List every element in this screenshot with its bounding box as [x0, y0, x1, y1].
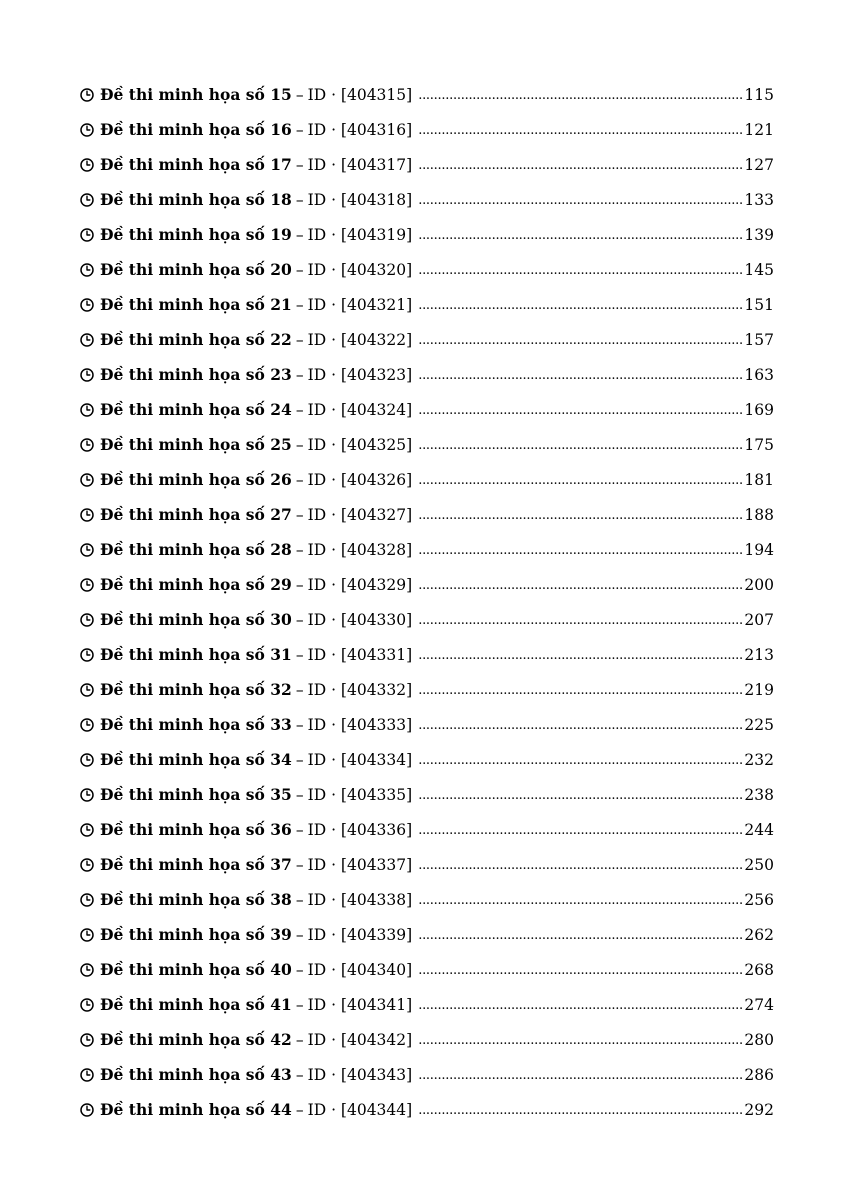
clock-icon: [80, 228, 94, 242]
entry-separator: –: [295, 576, 304, 594]
clock-icon: [80, 718, 94, 732]
entry-title: [100, 994, 292, 1016]
dot-leader: [418, 1028, 742, 1052]
entry-title: [100, 329, 292, 351]
entry-title-text: Đề thi minh họa số: [100, 715, 265, 734]
entry-title: [100, 1064, 292, 1086]
clock-icon: [80, 333, 94, 347]
entry-title: [100, 889, 292, 911]
clock-icon: [80, 298, 94, 312]
entry-page-number: 256: [744, 891, 774, 909]
toc-entry[interactable]: [80, 399, 774, 434]
entry-title: [100, 644, 292, 666]
entry-title-text: Đề thi minh họa số: [100, 400, 265, 419]
entry-separator: –: [295, 1101, 304, 1119]
dot-leader: [418, 958, 742, 982]
entry-id: ID · [404319]: [307, 226, 413, 244]
dot-leader: [418, 1063, 742, 1087]
clock-icon: [80, 683, 94, 697]
entry-page-number: 280: [744, 1031, 774, 1049]
entry-id: ID · [404340]: [307, 961, 413, 979]
entry-id: ID · [404327]: [307, 506, 413, 524]
clock-icon: [80, 473, 94, 487]
entry-title-text: Đề thi minh họa số: [100, 365, 265, 384]
entry-number: 18: [270, 190, 292, 209]
entry-page-number: 121: [744, 121, 774, 139]
entry-number: 38: [270, 890, 292, 909]
entry-separator: –: [295, 1031, 304, 1049]
clock-icon: [80, 613, 94, 627]
entry-number: 30: [270, 610, 292, 629]
entry-title-text: Đề thi minh họa số: [100, 960, 265, 979]
entry-page-number: 127: [744, 156, 774, 174]
entry-title: [100, 364, 292, 386]
entry-number: 25: [270, 435, 292, 454]
entry-number: 32: [270, 680, 292, 699]
entry-page-number: 194: [744, 541, 774, 559]
entry-title-text: Đề thi minh họa số: [100, 645, 265, 664]
clock-icon: [80, 1103, 94, 1117]
entry-page-number: 181: [744, 471, 774, 489]
entry-page-number: 175: [744, 436, 774, 454]
clock-icon: [80, 893, 94, 907]
toc-entry[interactable]: [80, 959, 774, 994]
entry-page-number: 244: [744, 821, 774, 839]
clock-icon: [80, 928, 94, 942]
entry-page-number: 250: [744, 856, 774, 874]
dot-leader: [418, 188, 742, 212]
clock-icon: [80, 1068, 94, 1082]
entry-title-text: Đề thi minh họa số: [100, 680, 265, 699]
dot-leader: [418, 818, 742, 842]
clock-icon: [80, 578, 94, 592]
entry-page-number: 157: [744, 331, 774, 349]
entry-page-number: 213: [744, 646, 774, 664]
entry-title-text: Đề thi minh họa số: [100, 540, 265, 559]
entry-separator: –: [295, 156, 304, 174]
dot-leader: [418, 573, 742, 597]
toc-entry[interactable]: [80, 819, 774, 854]
entry-title: [100, 504, 292, 526]
entry-separator: –: [295, 261, 304, 279]
entry-title: [100, 539, 292, 561]
entry-title: [100, 749, 292, 771]
dot-leader: [418, 258, 742, 282]
dot-leader: [418, 678, 742, 702]
entry-separator: –: [295, 296, 304, 314]
clock-icon: [80, 1033, 94, 1047]
dot-leader: [418, 783, 742, 807]
entry-number: 21: [270, 295, 292, 314]
toc-entry[interactable]: [80, 609, 774, 644]
entry-page-number: 219: [744, 681, 774, 699]
entry-id: ID · [404326]: [307, 471, 413, 489]
dot-leader: [418, 363, 742, 387]
entry-number: 19: [270, 225, 292, 244]
dot-leader: [418, 83, 742, 107]
entry-title: [100, 959, 292, 981]
clock-icon: [80, 88, 94, 102]
table-of-contents: [80, 84, 774, 1134]
entry-title: [100, 259, 292, 281]
entry-id: ID · [404330]: [307, 611, 413, 629]
entry-separator: –: [295, 646, 304, 664]
entry-page-number: 262: [744, 926, 774, 944]
entry-title-text: Đề thi minh họa số: [100, 925, 265, 944]
toc-entry[interactable]: [80, 364, 774, 399]
entry-number: 27: [270, 505, 292, 524]
entry-separator: –: [295, 86, 304, 104]
entry-number: 41: [270, 995, 292, 1014]
clock-icon: [80, 543, 94, 557]
entry-title: [100, 399, 292, 421]
toc-entry[interactable]: [80, 84, 774, 119]
entry-id: ID · [404315]: [307, 86, 413, 104]
toc-entry[interactable]: [80, 224, 774, 259]
entry-title: [100, 924, 292, 946]
entry-id: ID · [404343]: [307, 1066, 413, 1084]
clock-icon: [80, 368, 94, 382]
entry-separator: –: [295, 226, 304, 244]
entry-page-number: 133: [744, 191, 774, 209]
clock-icon: [80, 998, 94, 1012]
entry-title-text: Đề thi minh họa số: [100, 470, 265, 489]
entry-title-text: Đề thi minh họa số: [100, 505, 265, 524]
dot-leader: [418, 923, 742, 947]
entry-page-number: 188: [744, 506, 774, 524]
entry-title-text: Đề thi minh họa số: [100, 295, 265, 314]
clock-icon: [80, 438, 94, 452]
entry-page-number: 139: [744, 226, 774, 244]
entry-id: ID · [404328]: [307, 541, 413, 559]
entry-id: ID · [404337]: [307, 856, 413, 874]
entry-number: 37: [270, 855, 292, 874]
toc-entry[interactable]: [80, 119, 774, 154]
entry-separator: –: [295, 891, 304, 909]
entry-separator: –: [295, 786, 304, 804]
toc-entry[interactable]: [80, 574, 774, 609]
toc-entry[interactable]: [80, 1029, 774, 1064]
entry-id: ID · [404335]: [307, 786, 413, 804]
entry-separator: –: [295, 716, 304, 734]
toc-entry[interactable]: [80, 154, 774, 189]
entry-page-number: 115: [744, 86, 774, 104]
entry-id: ID · [404334]: [307, 751, 413, 769]
entry-number: 36: [270, 820, 292, 839]
entry-page-number: 163: [744, 366, 774, 384]
entry-page-number: 292: [744, 1101, 774, 1119]
entry-separator: –: [295, 366, 304, 384]
entry-number: 24: [270, 400, 292, 419]
entry-title: [100, 224, 292, 246]
entry-separator: –: [295, 611, 304, 629]
entry-title: [100, 609, 292, 631]
entry-id: ID · [404336]: [307, 821, 413, 839]
entry-title-text: Đề thi minh họa số: [100, 785, 265, 804]
entry-id: ID · [404339]: [307, 926, 413, 944]
entry-id: ID · [404322]: [307, 331, 413, 349]
toc-entry[interactable]: [80, 329, 774, 364]
entry-title-text: Đề thi minh họa số: [100, 1100, 265, 1119]
entry-title: [100, 469, 292, 491]
dot-leader: [418, 643, 742, 667]
entry-number: 35: [270, 785, 292, 804]
entry-page-number: 145: [744, 261, 774, 279]
clock-icon: [80, 753, 94, 767]
entry-page-number: 238: [744, 786, 774, 804]
entry-title: [100, 119, 292, 141]
dot-leader: [418, 293, 742, 317]
entry-id: ID · [404325]: [307, 436, 413, 454]
entry-title: [100, 154, 292, 176]
toc-entry[interactable]: [80, 749, 774, 784]
entry-id: ID · [404324]: [307, 401, 413, 419]
entry-id: ID · [404318]: [307, 191, 413, 209]
entry-title-text: Đề thi minh họa số: [100, 610, 265, 629]
entry-number: 17: [270, 155, 292, 174]
toc-entry[interactable]: [80, 539, 774, 574]
dot-leader: [418, 713, 742, 737]
clock-icon: [80, 123, 94, 137]
toc-entry[interactable]: [80, 714, 774, 749]
dot-leader: [418, 398, 742, 422]
entry-number: 40: [270, 960, 292, 979]
entry-title-text: Đề thi minh họa số: [100, 190, 265, 209]
dot-leader: [418, 993, 742, 1017]
entry-title-text: Đề thi minh họa số: [100, 575, 265, 594]
clock-icon: [80, 158, 94, 172]
entry-id: ID · [404323]: [307, 366, 413, 384]
entry-number: 31: [270, 645, 292, 664]
toc-entry[interactable]: [80, 1099, 774, 1134]
entry-number: 29: [270, 575, 292, 594]
entry-number: 23: [270, 365, 292, 384]
dot-leader: [418, 538, 742, 562]
entry-title: [100, 434, 292, 456]
toc-entry[interactable]: [80, 854, 774, 889]
toc-entry[interactable]: [80, 504, 774, 539]
toc-entry[interactable]: [80, 189, 774, 224]
dot-leader: [418, 1098, 742, 1122]
clock-icon: [80, 823, 94, 837]
toc-entry[interactable]: [80, 434, 774, 469]
entry-page-number: 274: [744, 996, 774, 1014]
dot-leader: [418, 433, 742, 457]
entry-number: 34: [270, 750, 292, 769]
toc-entry[interactable]: [80, 889, 774, 924]
entry-id: ID · [404338]: [307, 891, 413, 909]
entry-title: [100, 854, 292, 876]
entry-id: ID · [404321]: [307, 296, 413, 314]
entry-title: [100, 294, 292, 316]
dot-leader: [418, 468, 742, 492]
dot-leader: [418, 853, 742, 877]
entry-title: [100, 1029, 292, 1051]
entry-separator: –: [295, 191, 304, 209]
clock-icon: [80, 403, 94, 417]
entry-number: 44: [270, 1100, 292, 1119]
entry-title: [100, 679, 292, 701]
entry-separator: –: [295, 1066, 304, 1084]
entry-title-text: Đề thi minh họa số: [100, 225, 265, 244]
entry-page-number: 268: [744, 961, 774, 979]
entry-id: ID · [404329]: [307, 576, 413, 594]
entry-separator: –: [295, 436, 304, 454]
toc-entry[interactable]: [80, 679, 774, 714]
entry-title-text: Đề thi minh họa số: [100, 890, 265, 909]
dot-leader: [418, 223, 742, 247]
dot-leader: [418, 118, 742, 142]
entry-separator: –: [295, 996, 304, 1014]
toc-entry[interactable]: [80, 469, 774, 504]
entry-number: 15: [270, 85, 292, 104]
entry-title-text: Đề thi minh họa số: [100, 855, 265, 874]
entry-number: 16: [270, 120, 292, 139]
toc-entry[interactable]: [80, 994, 774, 1029]
clock-icon: [80, 648, 94, 662]
entry-title-text: Đề thi minh họa số: [100, 1030, 265, 1049]
dot-leader: [418, 608, 742, 632]
entry-number: 28: [270, 540, 292, 559]
entry-separator: –: [295, 471, 304, 489]
entry-separator: –: [295, 681, 304, 699]
entry-number: 33: [270, 715, 292, 734]
toc-entry[interactable]: [80, 924, 774, 959]
entry-title-text: Đề thi minh họa số: [100, 85, 265, 104]
entry-separator: –: [295, 961, 304, 979]
entry-title: [100, 784, 292, 806]
clock-icon: [80, 858, 94, 872]
entry-page-number: 225: [744, 716, 774, 734]
entry-title-text: Đề thi minh họa số: [100, 1065, 265, 1084]
entry-id: ID · [404344]: [307, 1101, 413, 1119]
dot-leader: [418, 503, 742, 527]
entry-id: ID · [404342]: [307, 1031, 413, 1049]
clock-icon: [80, 263, 94, 277]
entry-id: ID · [404316]: [307, 121, 413, 139]
entry-number: 22: [270, 330, 292, 349]
entry-title-text: Đề thi minh họa số: [100, 820, 265, 839]
entry-separator: –: [295, 751, 304, 769]
toc-entry[interactable]: [80, 1064, 774, 1099]
entry-id: ID · [404320]: [307, 261, 413, 279]
entry-separator: –: [295, 541, 304, 559]
toc-entry[interactable]: [80, 259, 774, 294]
dot-leader: [418, 748, 742, 772]
entry-page-number: 207: [744, 611, 774, 629]
entry-separator: –: [295, 401, 304, 419]
toc-entry[interactable]: [80, 784, 774, 819]
entry-page-number: 200: [744, 576, 774, 594]
entry-title-text: Đề thi minh họa số: [100, 120, 265, 139]
entry-page-number: 286: [744, 1066, 774, 1084]
entry-number: 39: [270, 925, 292, 944]
entry-title-text: Đề thi minh họa số: [100, 155, 265, 174]
entry-title: [100, 189, 292, 211]
entry-title-text: Đề thi minh họa số: [100, 995, 265, 1014]
entry-separator: –: [295, 331, 304, 349]
entry-title-text: Đề thi minh họa số: [100, 750, 265, 769]
dot-leader: [418, 888, 742, 912]
entry-separator: –: [295, 121, 304, 139]
dot-leader: [418, 153, 742, 177]
dot-leader: [418, 328, 742, 352]
entry-title: [100, 1099, 292, 1121]
entry-title-text: Đề thi minh họa số: [100, 330, 265, 349]
toc-entry[interactable]: [80, 644, 774, 679]
clock-icon: [80, 963, 94, 977]
entry-page-number: 169: [744, 401, 774, 419]
entry-id: ID · [404331]: [307, 646, 413, 664]
clock-icon: [80, 193, 94, 207]
clock-icon: [80, 508, 94, 522]
entry-separator: –: [295, 856, 304, 874]
entry-title: [100, 714, 292, 736]
entry-number: 43: [270, 1065, 292, 1084]
entry-separator: –: [295, 926, 304, 944]
entry-separator: –: [295, 821, 304, 839]
clock-icon: [80, 788, 94, 802]
entry-number: 42: [270, 1030, 292, 1049]
entry-page-number: 151: [744, 296, 774, 314]
entry-title-text: Đề thi minh họa số: [100, 260, 265, 279]
entry-title-text: Đề thi minh họa số: [100, 435, 265, 454]
entry-number: 20: [270, 260, 292, 279]
entry-title: [100, 84, 292, 106]
entry-id: ID · [404332]: [307, 681, 413, 699]
entry-id: ID · [404333]: [307, 716, 413, 734]
entry-title: [100, 819, 292, 841]
entry-number: 26: [270, 470, 292, 489]
entry-separator: –: [295, 506, 304, 524]
entry-id: ID · [404317]: [307, 156, 413, 174]
entry-id: ID · [404341]: [307, 996, 413, 1014]
entry-title: [100, 574, 292, 596]
toc-entry[interactable]: [80, 294, 774, 329]
entry-page-number: 232: [744, 751, 774, 769]
